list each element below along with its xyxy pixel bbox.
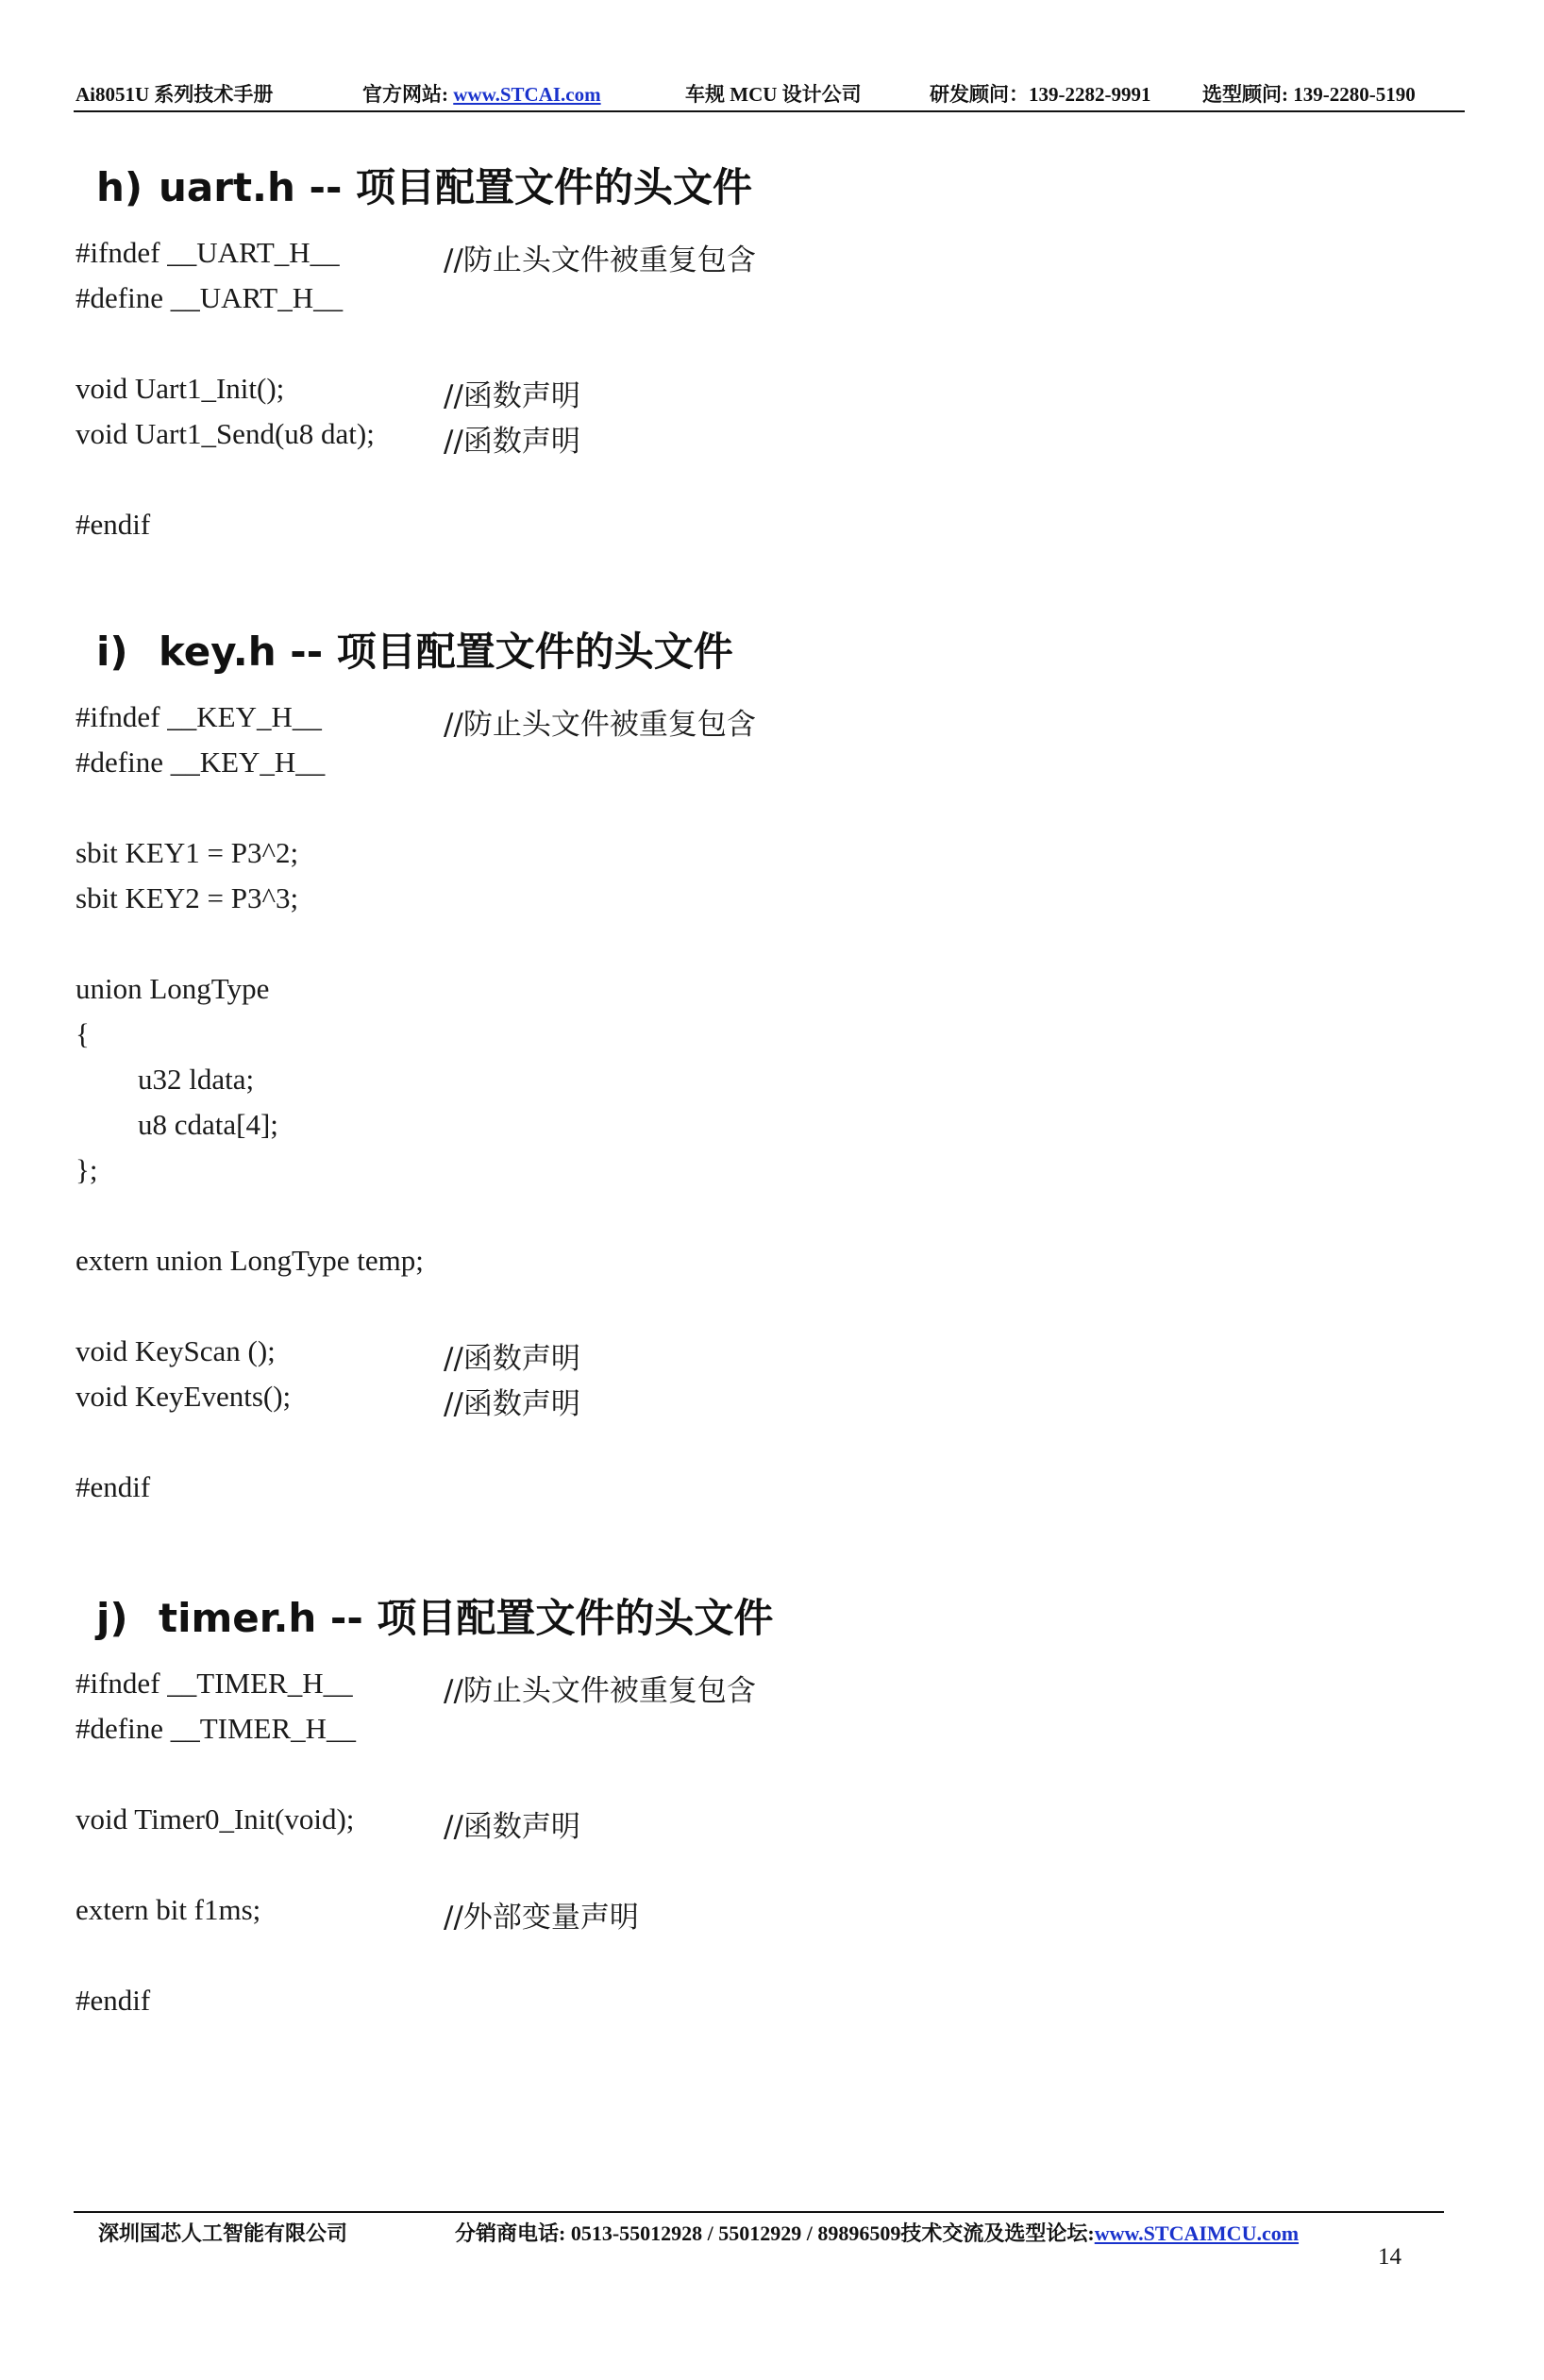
code-line: #ifndef __UART_H__ [76,236,340,269]
code-line: union LongType [76,972,270,1005]
section-title-uart [96,157,752,213]
code-comment: //防止头文件被重复包含 [444,243,756,277]
code-comment: //函数声明 [444,379,580,413]
code-line: #ifndef __KEY_H__ [76,700,322,733]
site-link[interactable]: www.STCAI.com [453,83,601,106]
section-heading: uart.h -- 项目配置文件的头文件 [159,164,752,210]
header-divider [74,110,1465,112]
selection-consultant: 选型顾问: 139-2280-5190 [1202,83,1416,106]
code-comment: //函数声明 [444,1342,580,1376]
site-label-group [362,79,601,108]
code-line: #endif [76,1984,151,2017]
footer-company: 深圳国芯人工智能有限公司 [98,2221,348,2245]
code-line: #endif [76,1470,151,1503]
section-letter: h) [96,164,143,210]
code-line: }; [76,1153,98,1186]
site-label: 官方网站: [362,83,454,106]
page-number: 14 [1378,2244,1401,2270]
code-line: #define __TIMER_H__ [76,1712,357,1745]
code-line: u8 cdata[4]; [138,1108,278,1141]
code-line: void Timer0_Init(void); [76,1802,355,1835]
code-line: sbit KEY2 = P3^3; [76,881,299,914]
footer-contact: 分销商电话: 0513-55012928 / 55012929 / 89896509技术交流及选型论坛: [455,2221,1095,2245]
code-line: sbit KEY1 = P3^2; [76,836,299,869]
code-line: { [76,1017,90,1050]
forum-link[interactable]: www.STCAIMCU.com [1094,2221,1300,2245]
code-line: #ifndef __TIMER_H__ [76,1667,353,1700]
code-comment: //函数声明 [444,1387,580,1421]
footer-contact-group [455,2218,1299,2247]
code-comment: //防止头文件被重复包含 [444,708,756,742]
code-line: #define __UART_H__ [76,281,344,314]
section-letter: i) [96,629,128,675]
rd-consultant: 研发顾问：139-2282-9991 [930,83,1151,106]
code-line: void KeyScan (); [76,1334,276,1367]
code-comment: //外部变量声明 [444,1901,639,1935]
section-letter: j) [96,1595,128,1641]
code-line: void KeyEvents(); [76,1380,292,1413]
code-line: extern bit f1ms; [76,1893,261,1926]
code-line: void Uart1_Init(); [76,372,285,405]
code-line: u32 ldata; [138,1063,255,1096]
code-line: void Uart1_Send(u8 dat); [76,417,375,450]
section-heading: key.h -- 项目配置文件的头文件 [159,629,733,675]
code-comment: //防止头文件被重复包含 [444,1674,756,1708]
section-heading: timer.h -- 项目配置文件的头文件 [159,1595,774,1641]
code-line: extern union LongType temp; [76,1244,424,1277]
footer-divider [74,2211,1444,2213]
page-header [74,77,1463,113]
code-comment: //函数声明 [444,425,580,459]
code-line: #endif [76,508,151,541]
code-comment: //函数声明 [444,1810,580,1844]
section-title-timer [96,1587,773,1644]
section-title-key [96,621,733,678]
doc-title: Ai8051U 系列技术手册 [76,83,274,106]
company-tag: 车规 MCU 设计公司 [685,83,862,106]
code-line: #define __KEY_H__ [76,746,326,779]
